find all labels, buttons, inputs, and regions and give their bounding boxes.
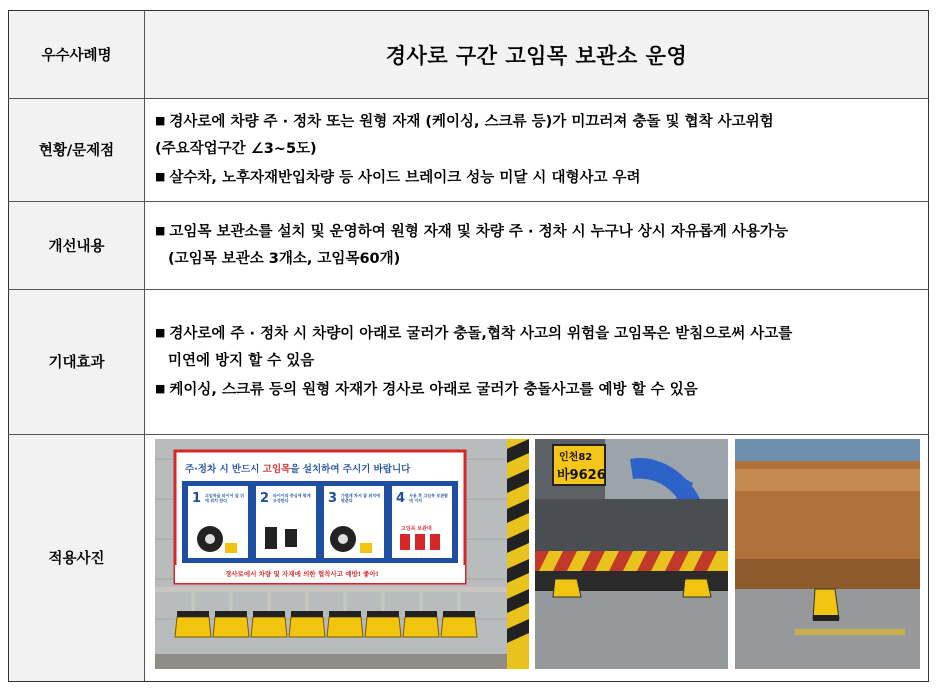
sign-footer: 경사로에서 차량 및 자재에 의한 협착사고 예방! 좋아!: [225, 569, 379, 578]
status-line-3: ■ 살수차, 노후자재반입차량 등 사이드 브레이크 성능 미달 시 대형사고 우려: [155, 170, 641, 187]
plate-top: 인천82: [559, 451, 593, 463]
sign-step-num-2: 2: [260, 490, 270, 506]
sign-step-text-4: 사용 후 고임목 보관함에 거치: [409, 492, 448, 503]
effect-line-1: ■ 경사로에 주 · 정차 시 차량이 아래로 굴러가 충돌,협착 사고의 위험을 고임목은 받침으로써 사고를: [155, 326, 793, 343]
photo-chock-station: [155, 439, 529, 669]
plate-bottom: 바9626: [557, 467, 606, 483]
effect-content: [145, 289, 929, 434]
row-status: [9, 99, 929, 201]
effect-line-3: ■ 케이싱, 스크류 등의 원형 자재가 경사로 아래로 굴러가 충돌사고를 예방 할 수 있음: [155, 382, 698, 399]
photo-casing-chock: [735, 439, 920, 669]
improvement-content: [145, 201, 929, 289]
sign-step-num-3: 3: [328, 490, 338, 506]
effect-line-2: 미연에 방지 할 수 있음: [168, 353, 315, 370]
casing-chock-image: [735, 439, 920, 669]
photo-truck-chock: [535, 439, 728, 669]
sign-step-num-1: 1: [192, 490, 202, 506]
improvement-line-2: (고임목 보관소 3개소, 고임목60개): [168, 251, 401, 268]
label-status: 현황/문제점: [9, 99, 145, 201]
sign-step-num-4: 4: [396, 490, 406, 506]
status-content: [145, 99, 929, 201]
label-case-name: 우수사례명: [9, 11, 145, 99]
label-improvement: 개선내용: [9, 201, 145, 289]
photos-cell: [145, 434, 929, 681]
case-table: [8, 10, 929, 682]
sign-box-label: 고임목 보관대: [401, 525, 432, 532]
status-line-2: (주요작업구간 ∠3~5도): [155, 141, 317, 158]
row-improvement: [9, 201, 929, 289]
label-effect: 기대효과: [9, 289, 145, 434]
label-photos: 적용사진: [9, 434, 145, 681]
row-photos: [9, 434, 929, 681]
sign-step-text-2: 타이어의 중심에 맞게 조정한다: [273, 492, 311, 503]
case-title: 경사로 구간 고임목 보관소 운영: [145, 11, 929, 99]
row-case-name: [9, 11, 929, 99]
status-line-1: ■ 경사로에 차량 주 · 정차 또는 원형 자재 (케이싱, 스크류 등)가 미끄러져 충돌 및 협착 사고위험: [155, 114, 774, 131]
improvement-line-1: ■ 고임목 보관소를 설치 및 운영하여 원형 자재 및 차량 주 · 정차 시 누구나 상시 자유롭게 사용가능: [155, 224, 788, 241]
sign-step-text-1: 고임목을 타이어 앞 뒤에 위치 한다: [205, 492, 244, 503]
row-effect: [9, 289, 929, 434]
sign-step-text-3: 가볍게 차서 잘 위치에 맞춘다: [341, 492, 380, 503]
sign-header: 주·정차 시 반드시 고임목을 설치하여 주시기 바랍니다: [185, 463, 411, 475]
